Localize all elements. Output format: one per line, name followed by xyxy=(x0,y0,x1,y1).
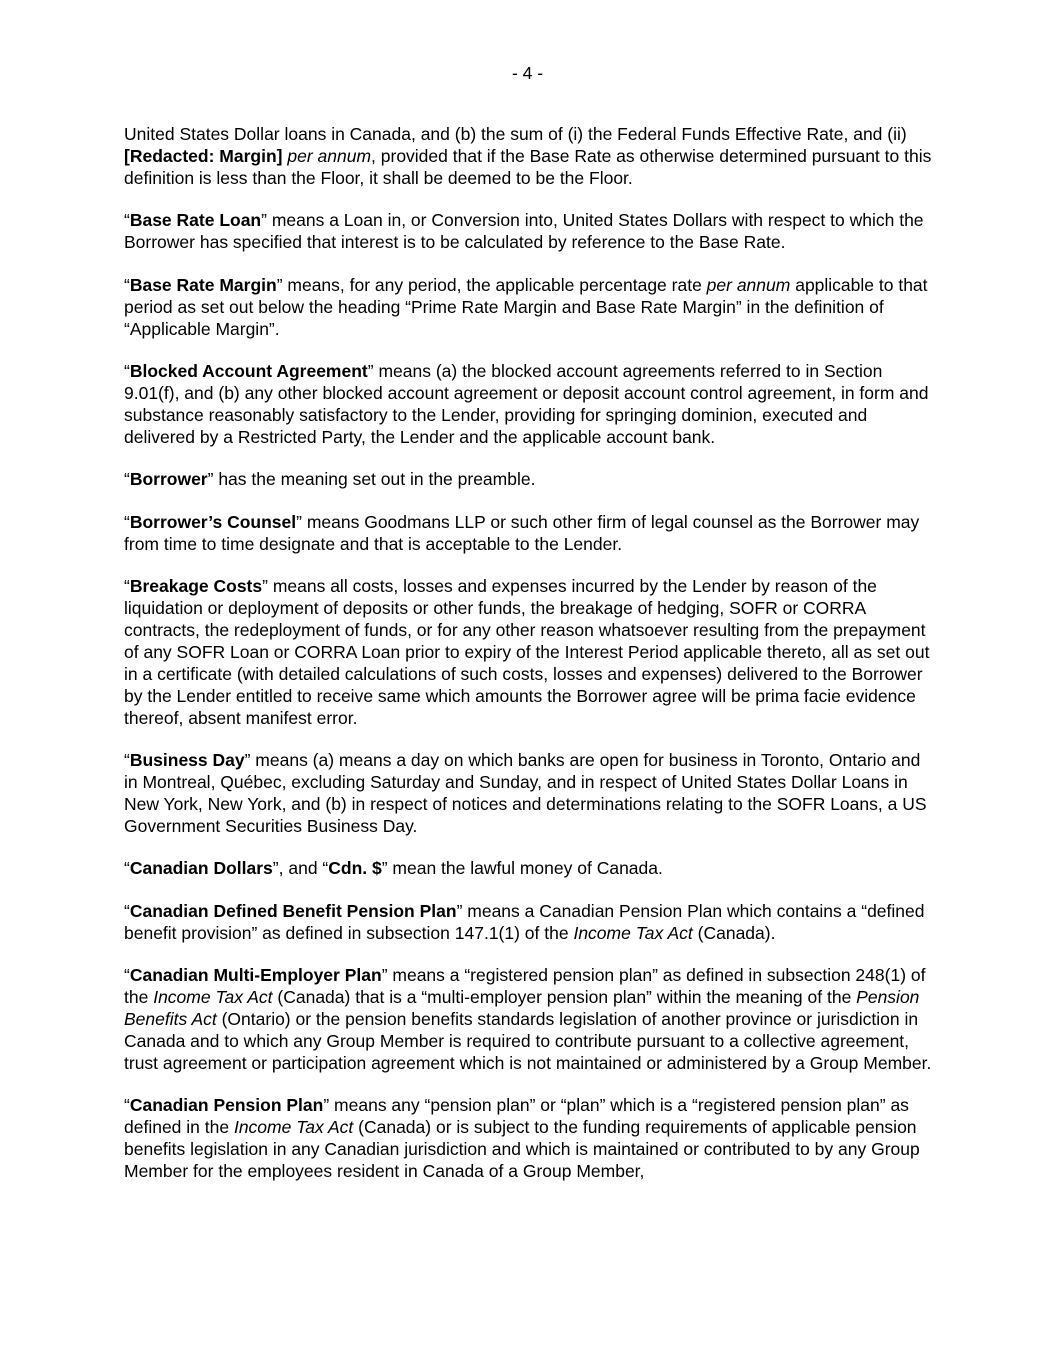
definition-canadian-pension-plan: “Canadian Pension Plan” means any “pension plan” or “plan” which is a “registered pension plan” as defined in the Income Tax Act (Canada) or is subject to the funding requirements of applicable pension benefits legislation in any Canadian jurisdiction and which is maintained or contributed to by any Group Member for the employees resident in Canada of a Group Member, xyxy=(124,1095,920,1182)
paragraph-base-rate-continuation: United States Dollar loans in Canada, and (b) the sum of (i) the Federal Funds Effective Rate, and (ii) [Redacted: Margin] per annum, provided that if the Base Rate as otherwise determined pursuant to this definition is less than the Floor, it shall be deemed to be the Floor. xyxy=(124,124,932,188)
definition-base-rate-margin: “Base Rate Margin” means, for any period, the applicable percentage rate per annum applicable to that period as set out below the heading “Prime Rate Margin and Base Rate Margin” in the definition of “Applicable Margin”. xyxy=(124,274,928,339)
page-number: - 4 - xyxy=(511,63,544,83)
defined-term: Canadian Pension Plan xyxy=(129,1095,324,1116)
definition-blocked-account-agreement: “Blocked Account Agreement” means (a) the blocked account agreements referred to in Section 9.01(f), and (b) any other blocked account agreement or deposit account control agreement, in form and substance reasonably satisfactory to the Lender, providing for springing dominion, executed and delivered by a Restricted Party, the Lender and the applicable account bank. xyxy=(124,361,929,447)
document-body xyxy=(124,124,936,1204)
defined-term: Base Rate Loan xyxy=(129,210,262,231)
defined-term: Base Rate Margin xyxy=(129,274,277,295)
defined-term: Borrower’s Counsel xyxy=(129,511,297,532)
definition-canadian-dollars: “Canadian Dollars”, and “Cdn. $” mean the lawful money of Canada. xyxy=(124,858,663,879)
defined-term: Canadian Multi-Employer Plan xyxy=(129,965,382,986)
definition-borrowers-counsel: “Borrower’s Counsel” means Goodmans LLP or such other firm of legal counsel as the Borrower may from time to time designate and that is acceptable to the Lender. xyxy=(124,511,920,554)
defined-term: Canadian Defined Benefit Pension Plan xyxy=(129,900,457,921)
definition-business-day: “Business Day” means (a) means a day on which banks are open for business in Toronto, Ontario and in Montreal, Québec, excluding Saturday and Sunday, and in respect of United States Dollar Loans in New York, New York, and (b) in respect of notices and determinations relating to the SOFR Loans, a US Government Securities Business Day. xyxy=(124,750,927,836)
definition-borrower: “Borrower” has the meaning set out in the preamble. xyxy=(124,469,536,490)
defined-term: Cdn. $ xyxy=(328,858,382,879)
definition-base-rate-loan: “Base Rate Loan” means a Loan in, or Conversion into, United States Dollars with respect to which the Borrower has specified that interest is to be calculated by reference to the Base Rate. xyxy=(124,210,924,253)
defined-term: Canadian Dollars xyxy=(129,858,273,879)
defined-term: Breakage Costs xyxy=(129,576,263,597)
defined-term: Blocked Account Agreement xyxy=(129,361,368,382)
definition-canadian-multi-employer-plan: “Canadian Multi-Employer Plan” means a “registered pension plan” as defined in subsection 248(1) of the Income Tax Act (Canada) that is a “multi-employer pension plan” within the meaning of the Pension Benefits Act (Ontario) or the pension benefits standards legislation of another province or jurisdiction in Canada and to which any Group Member is required to contribute pursuant to a collective agreement, trust agreement or participation agreement which is not maintained or administered by a Group Member. xyxy=(124,965,932,1073)
definition-canadian-defined-benefit-pension-plan: “Canadian Defined Benefit Pension Plan” means a Canadian Pension Plan which contains a “defined benefit provision” as defined in subsection 147.1(1) of the Income Tax Act (Canada). xyxy=(124,900,925,943)
definition-breakage-costs: “Breakage Costs” means all costs, losses and expenses incurred by the Lender by reason of the liquidation or deployment of deposits or other funds, the breakage of hedging, SOFR or CORRA contracts, the redeployment of funds, or for any other reason whatsoever resulting from the prepayment of any SOFR Loan or CORRA Loan prior to expiry of the Interest Period applicable thereto, all as set out in a certificate (with detailed calculations of such costs, losses and expenses) delivered to the Borrower by the Lender entitled to receive same which amounts the Borrower agree will be prima facie evidence thereof, absent manifest error. xyxy=(124,576,930,728)
defined-term: Borrower xyxy=(129,469,208,490)
defined-term: Business Day xyxy=(129,750,245,771)
redacted-margin: [Redacted: Margin] xyxy=(124,145,283,166)
